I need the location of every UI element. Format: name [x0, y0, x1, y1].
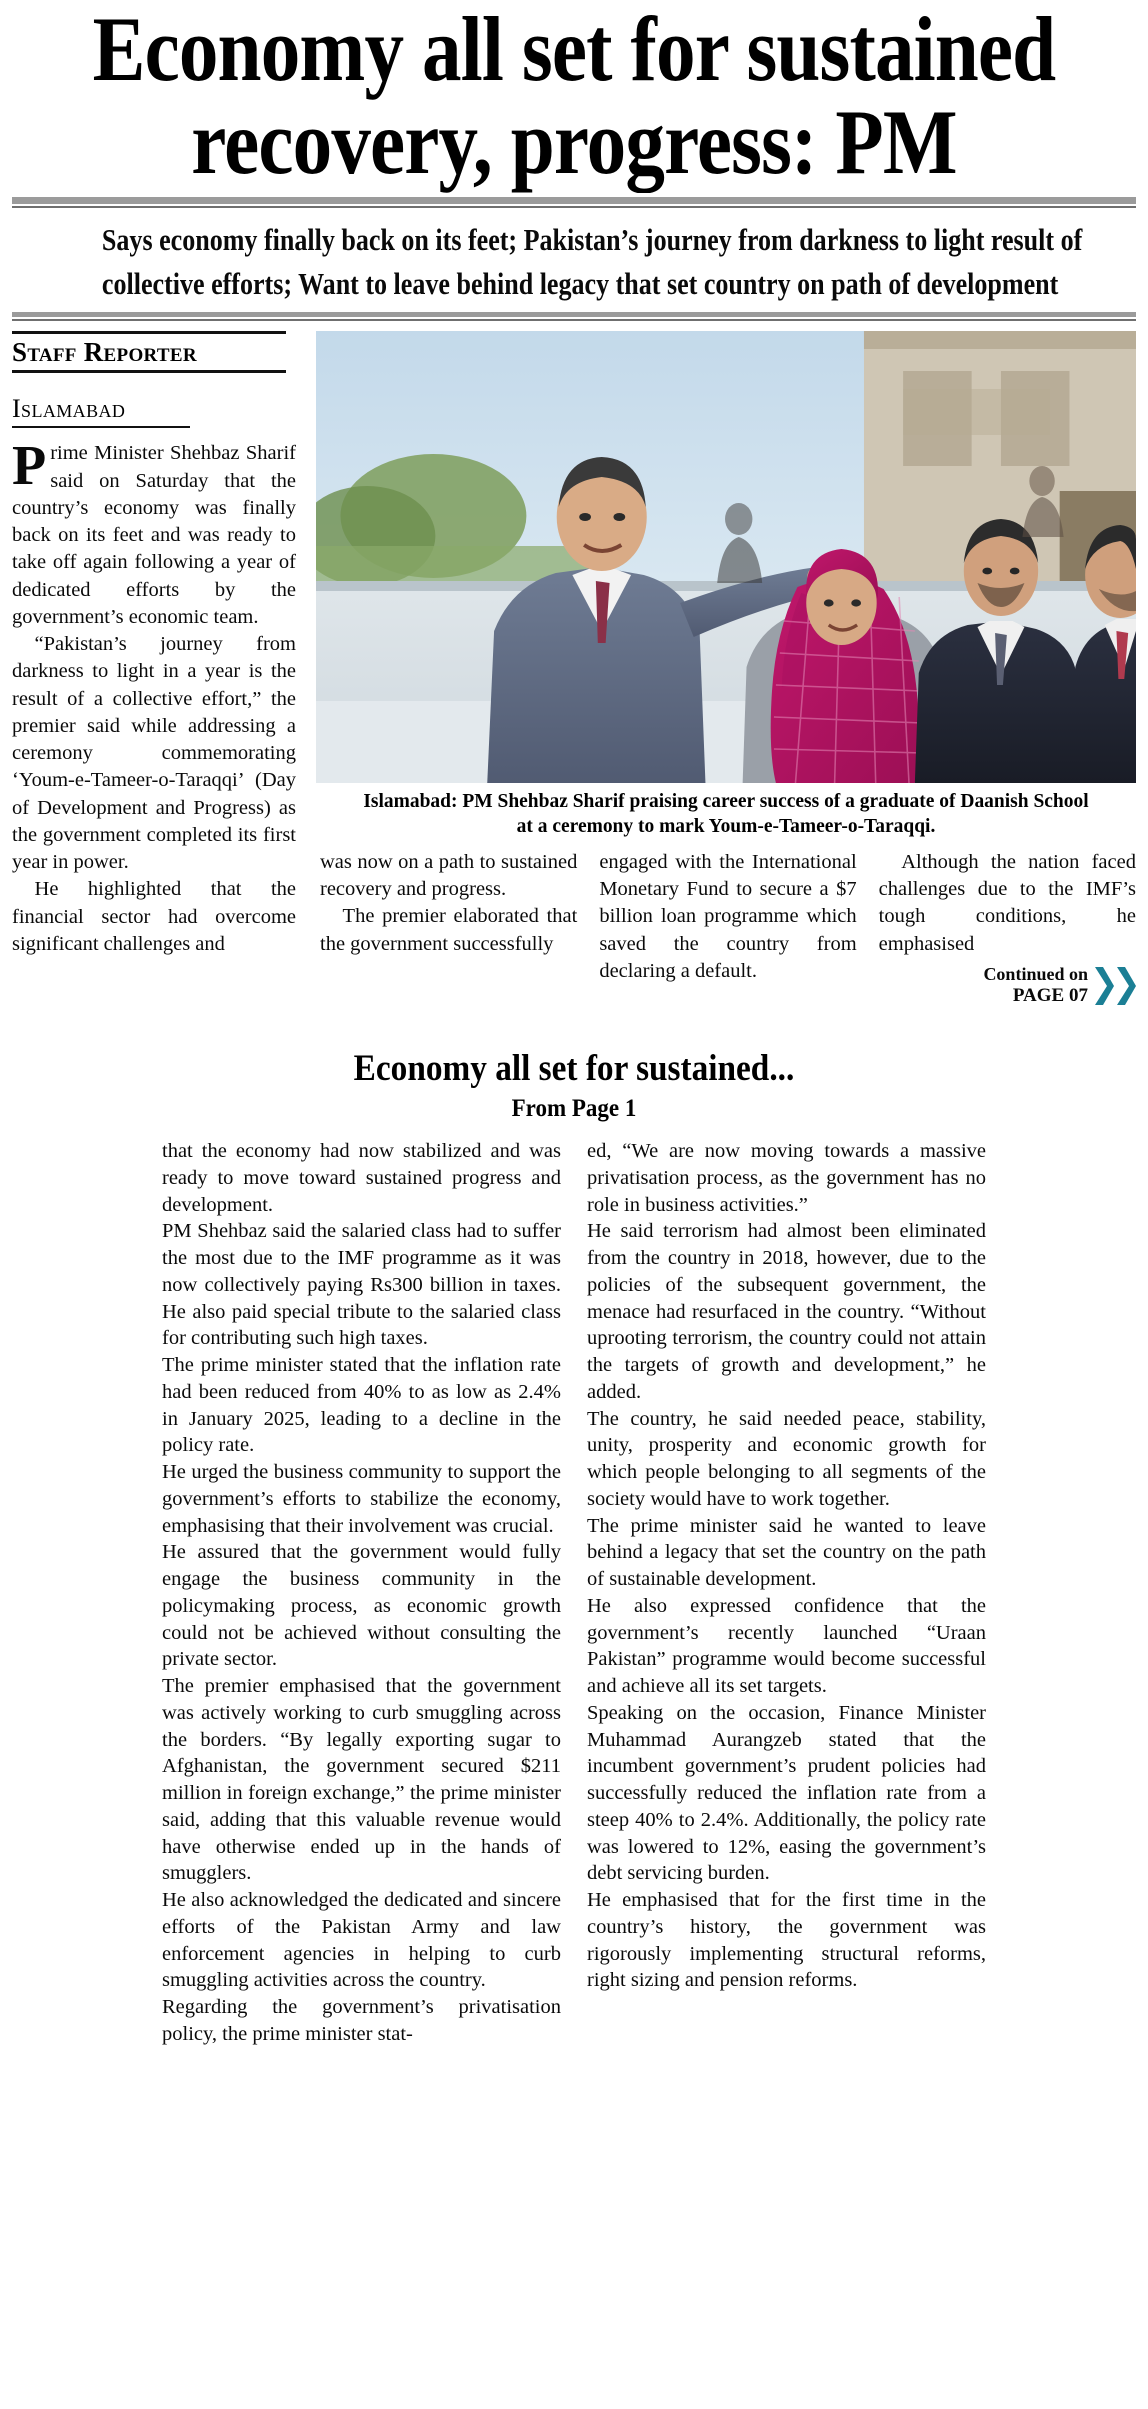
lede-paragraph-1-text: rime Minister Shehbaz Sharif said on Saturday that the country’s economy was finally back on its feet and was ready to take off again following a year of dedicated efforts by the government’s economic team.: [12, 442, 296, 628]
drop-cap: P: [12, 435, 47, 498]
jump-left-p5: He assured that the government would fully engage the business community in the policymaking process, as economic growth could not be achieved without consulting the private sector.: [162, 1541, 561, 1671]
jump-left-p2: PM Shehbaz said the salaried class had to suffer the most due to the IMF programme as it was now collectively paying Rs300 billion in taxes. He also paid special tribute to the salaried class for contributing such high taxes.: [162, 1220, 561, 1350]
jump-right-p1: ed, “We are now moving towards a massive privatisation process, as the government has no role in business activities.”: [587, 1140, 986, 1216]
under-photo-column-3: [879, 849, 1136, 1008]
photo-caption-line-2: Daanish School at a ceremony to mark Youm-e-Tameer-o-Taraqqi.: [516, 789, 1089, 837]
lede-paragraph-1: [12, 435, 296, 631]
jump-left-p4: He urged the business community to support the government’s efforts to stabilize the economy, emphasising that their involvement was crucial.: [162, 1461, 561, 1537]
jump-right-p3: The country, he said needed peace, stability, unity, prosperity and economic growth for which people belonging to all segments of the society would have to work together.: [587, 1407, 986, 1510]
jump-right-p5: He also expressed confidence that the government’s recently launched “Uraan Pakistan” programme would become successful and achieve all its set targets.: [587, 1594, 986, 1698]
top-story-area: [12, 331, 1136, 1008]
jump-left-p6: The premier emphasised that the government was actively working to curb smuggling across the borders. “By legally exporting sugar to Afghanistan, the government secured $211 million in foreign exchange,” the prime minister said, adding that this valuable revenue would have otherwise ended up in the hands of smugglers.: [162, 1675, 561, 1885]
deck-line-2: collective efforts; Want to leave behind legacy that set country on path of development: [101, 265, 1059, 301]
jump-headline: Economy all set for sustained...: [353, 1048, 795, 1090]
jump-right-p7: He emphasised that for the first time in the country’s history, the government was rigorously implementing structural reforms, right sizing and pension reforms.: [587, 1889, 986, 1992]
byline-rule-bottom: [12, 370, 286, 373]
jump-column-left: [162, 1138, 561, 2048]
lede-column: [12, 331, 312, 958]
deck-rule-thin: [12, 319, 1136, 321]
jump-section: [12, 1049, 1136, 2047]
lede-paragraph-3: He highlighted that the financial sector had overcome significant challenges and: [12, 878, 296, 955]
jump-column-right: [587, 1138, 986, 2048]
jump-left-p1: that the economy had now stabilized and was ready to move toward sustained progress and development.: [162, 1140, 561, 1216]
main-headline: [12, 0, 1136, 194]
dateline-block: [12, 393, 296, 428]
deck-subheadline: [101, 218, 1083, 306]
deck-line-1: Says economy finally back on its feet; Pakistan’s journey from darkness to light result of: [101, 221, 1083, 257]
continued-on-page: PAGE 07: [1012, 985, 1088, 1007]
jump-left-p3: The prime minister stated that the inflation rate had been reduced from 40% to as low as 2.4% in January 2025, leading to a decline in the policy rate.: [162, 1354, 561, 1457]
jump-right-p6: Speaking on the occasion, Finance Minister Muhammad Aurangzeb stated that the incumbent government’s prudent policies had successfully reduced the inflation rate from a steep 40% to 2.4%. Additionally, the policy rate was lowered to 12%, easing the government’s debt servicing burden.: [587, 1701, 986, 1885]
photo-block: [312, 331, 1136, 1008]
continued-on-text: [983, 964, 1088, 1008]
dateline-rule: [12, 426, 190, 428]
chevron-right-icon-1: [1094, 967, 1114, 1005]
continued-on-block[interactable]: [879, 964, 1136, 1008]
under-photo-column-2: [599, 849, 856, 1008]
jump-left-p8: Regarding the government’s privatisation policy, the prime minister stat-: [162, 1996, 561, 2045]
under-photo-c3-p1: Although the nation faced challenges due to the IMF’s tough conditions, he emphasised: [878, 850, 1136, 955]
lede-paragraph-2: “Pakistan’s journey from darkness to light in a year is the result of a collective effort,” the premier said while addressing a ceremony commemorating ‘Youm-e-Tameer-o-Taraqqi’ (Day of Development and Progress) as the government completed its first year in power.: [12, 633, 296, 874]
jump-columns: [162, 1138, 986, 2048]
jump-left-p7: He also acknowledged the dedicated and sincere efforts of the Pakistan Army and law enforcement agencies in helping to curb smuggling activities across the country.: [162, 1889, 561, 1992]
continued-on-label: Continued on: [983, 963, 1088, 984]
byline-block: [12, 331, 296, 373]
jump-from-page: From Page 1: [511, 1095, 637, 1123]
chevron-right-icon: [1094, 967, 1136, 1005]
headline-rule-thin: [12, 206, 1136, 208]
dateline: Islamabad: [12, 394, 126, 424]
under-photo-c1-p2: The premier elaborated that the government successfully: [320, 905, 578, 955]
jump-right-p2: He said terrorism had almost been eliminated from the country in 2018, however, due to the policies of the subsequent government, the menace had resurfaced in the country. “Without uprooting terrorism, the country could not attain the targets of growth and development,” he added.: [587, 1220, 986, 1403]
deck-rule-thick: [12, 312, 1136, 317]
under-photo-column-1: [320, 849, 577, 1008]
jump-right-p4: The prime minister said he wanted to leave behind a legacy that set the country on the path of sustainable development.: [587, 1514, 986, 1591]
byline: Staff Reporter: [12, 336, 197, 367]
under-photo-c2-p1: engaged with the International Monetary Fund to secure a $7 billion loan programme which saved the country from declaring a default.: [599, 850, 857, 982]
chevron-right-icon-2: [1116, 967, 1136, 1005]
photo-caption: [337, 783, 1116, 839]
headline-rule-thick: [12, 197, 1136, 204]
lede-text: [12, 435, 296, 958]
under-photo-c1-p1: was now on a path to sustained recovery and progress.: [320, 850, 578, 901]
headline-line-2: recovery, progress: PM: [191, 91, 957, 194]
news-photo: [316, 331, 1136, 783]
photo-caption-line-1: Islamabad: PM Shehbaz Sharif praising career success of a graduate of: [363, 789, 956, 812]
headline-line-1: Economy all set for sustained: [92, 0, 1056, 100]
photo-illustration: [316, 331, 1136, 783]
under-photo-columns: [316, 849, 1136, 1008]
